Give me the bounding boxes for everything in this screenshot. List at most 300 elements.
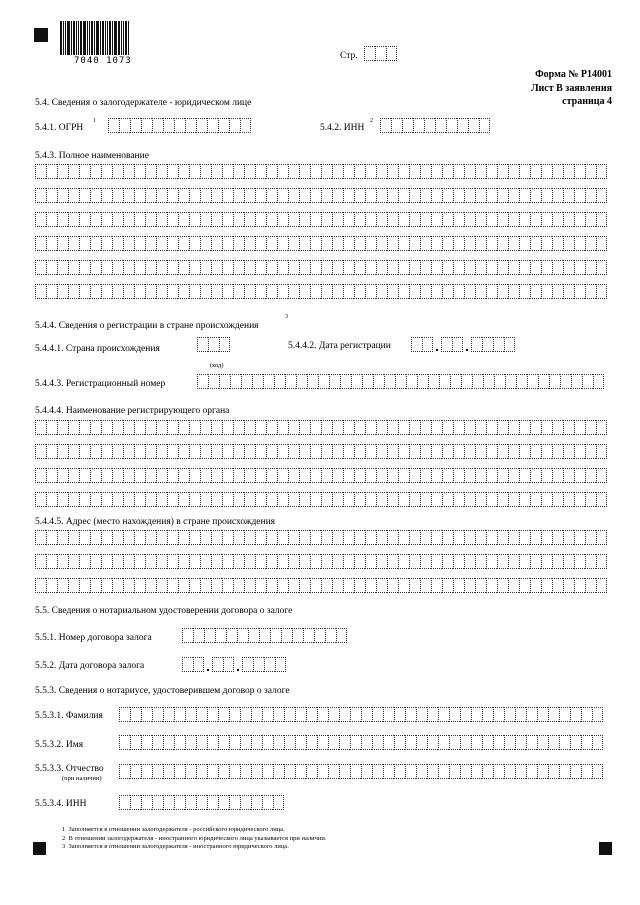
char-box[interactable] [376, 444, 387, 459]
char-box[interactable] [464, 530, 475, 545]
char-box[interactable] [57, 554, 68, 569]
char-box[interactable] [79, 188, 90, 203]
char-box[interactable] [244, 578, 255, 593]
char-box[interactable] [101, 236, 112, 251]
char-box[interactable] [79, 236, 90, 251]
char-box[interactable] [446, 118, 457, 133]
char-box[interactable] [596, 236, 607, 251]
char-box[interactable] [134, 236, 145, 251]
char-box[interactable] [376, 530, 387, 545]
char-box[interactable] [266, 530, 277, 545]
char-box[interactable] [90, 212, 101, 227]
char-box[interactable] [563, 468, 574, 483]
char-box[interactable] [68, 188, 79, 203]
char-box[interactable] [134, 578, 145, 593]
char-box[interactable] [90, 492, 101, 507]
char-box[interactable] [417, 374, 428, 389]
char-box[interactable] [90, 578, 101, 593]
char-box[interactable] [493, 337, 504, 352]
char-box[interactable] [178, 554, 189, 569]
char-box[interactable] [482, 735, 493, 750]
char-box[interactable] [90, 554, 101, 569]
char-box[interactable] [218, 795, 229, 810]
char-box[interactable] [354, 468, 365, 483]
char-box[interactable] [508, 236, 519, 251]
char-box[interactable] [515, 707, 526, 722]
char-box[interactable] [530, 530, 541, 545]
char-box[interactable] [549, 374, 560, 389]
char-box[interactable] [90, 468, 101, 483]
char-box[interactable] [244, 164, 255, 179]
char-box[interactable] [101, 284, 112, 299]
char-box[interactable] [189, 188, 200, 203]
char-box[interactable] [420, 212, 431, 227]
char-box[interactable] [185, 707, 196, 722]
char-box[interactable] [420, 554, 431, 569]
char-box[interactable] [541, 284, 552, 299]
char-box[interactable] [431, 420, 442, 435]
char-box[interactable] [563, 260, 574, 275]
char-box[interactable] [563, 420, 574, 435]
char-box[interactable] [321, 530, 332, 545]
char-box[interactable] [277, 284, 288, 299]
char-box[interactable] [263, 374, 274, 389]
char-box[interactable] [420, 188, 431, 203]
char-box[interactable] [310, 578, 321, 593]
char-box[interactable] [295, 735, 306, 750]
char-box[interactable] [156, 578, 167, 593]
char-box[interactable] [375, 46, 386, 61]
char-box[interactable] [46, 444, 57, 459]
char-box[interactable] [193, 628, 204, 643]
char-box[interactable] [310, 260, 321, 275]
char-box[interactable] [212, 657, 223, 672]
char-box[interactable] [255, 260, 266, 275]
char-box[interactable] [130, 795, 141, 810]
char-box[interactable] [288, 578, 299, 593]
char-box[interactable] [486, 578, 497, 593]
char-box[interactable] [178, 260, 189, 275]
char-box[interactable] [295, 764, 306, 779]
registration-authority-row-3[interactable] [35, 468, 607, 483]
char-box[interactable] [46, 578, 57, 593]
char-box[interactable] [453, 236, 464, 251]
char-box[interactable] [79, 578, 90, 593]
char-box[interactable] [35, 578, 46, 593]
char-box[interactable] [398, 444, 409, 459]
char-box[interactable] [222, 212, 233, 227]
char-box[interactable] [112, 236, 123, 251]
char-box[interactable] [134, 444, 145, 459]
char-box[interactable] [592, 735, 603, 750]
char-box[interactable] [255, 554, 266, 569]
char-box[interactable] [497, 492, 508, 507]
char-box[interactable] [123, 492, 134, 507]
char-box[interactable] [299, 578, 310, 593]
char-box[interactable] [167, 212, 178, 227]
char-box[interactable] [486, 468, 497, 483]
char-box[interactable] [242, 657, 253, 672]
char-box[interactable] [321, 468, 332, 483]
char-box[interactable] [123, 530, 134, 545]
char-box[interactable] [273, 735, 284, 750]
char-box[interactable] [112, 444, 123, 459]
char-box[interactable] [530, 420, 541, 435]
char-box[interactable] [548, 735, 559, 750]
char-box[interactable] [240, 795, 251, 810]
char-box[interactable] [508, 578, 519, 593]
char-box[interactable] [200, 468, 211, 483]
char-box[interactable] [493, 764, 504, 779]
char-box[interactable] [384, 374, 395, 389]
char-box[interactable] [264, 657, 275, 672]
char-box[interactable] [574, 284, 585, 299]
char-box[interactable] [145, 164, 156, 179]
char-box[interactable] [255, 284, 266, 299]
char-box[interactable] [453, 468, 464, 483]
char-box[interactable] [519, 578, 530, 593]
char-box[interactable] [57, 284, 68, 299]
char-box[interactable] [406, 374, 417, 389]
char-box[interactable] [351, 374, 362, 389]
char-box[interactable] [68, 530, 79, 545]
char-box[interactable] [46, 492, 57, 507]
char-box[interactable] [354, 188, 365, 203]
char-box[interactable] [296, 374, 307, 389]
char-box[interactable] [141, 795, 152, 810]
char-box[interactable] [376, 420, 387, 435]
char-box[interactable] [130, 735, 141, 750]
char-box[interactable] [442, 260, 453, 275]
char-box[interactable] [152, 795, 163, 810]
char-box[interactable] [530, 554, 541, 569]
char-box[interactable] [471, 735, 482, 750]
char-box[interactable] [332, 444, 343, 459]
char-box[interactable] [541, 188, 552, 203]
char-box[interactable] [288, 530, 299, 545]
char-box[interactable] [596, 492, 607, 507]
char-box[interactable] [156, 212, 167, 227]
char-box[interactable] [592, 764, 603, 779]
char-box[interactable] [497, 530, 508, 545]
char-box[interactable] [530, 578, 541, 593]
char-box[interactable] [218, 707, 229, 722]
char-box[interactable] [141, 764, 152, 779]
char-box[interactable] [552, 530, 563, 545]
char-box[interactable] [420, 164, 431, 179]
char-box[interactable] [101, 260, 112, 275]
char-box[interactable] [596, 420, 607, 435]
char-box[interactable] [35, 468, 46, 483]
char-box[interactable] [156, 444, 167, 459]
char-box[interactable] [229, 118, 240, 133]
char-box[interactable] [244, 420, 255, 435]
char-box[interactable] [259, 628, 270, 643]
char-box[interactable] [207, 795, 218, 810]
char-box[interactable] [350, 735, 361, 750]
char-box[interactable] [332, 212, 343, 227]
char-box[interactable] [317, 707, 328, 722]
char-box[interactable] [178, 212, 189, 227]
char-box[interactable] [427, 707, 438, 722]
char-box[interactable] [482, 337, 493, 352]
char-box[interactable] [218, 735, 229, 750]
char-box[interactable] [519, 212, 530, 227]
char-box[interactable] [438, 764, 449, 779]
char-box[interactable] [200, 236, 211, 251]
char-box[interactable] [266, 420, 277, 435]
char-box[interactable] [141, 707, 152, 722]
char-box[interactable] [79, 212, 90, 227]
char-box[interactable] [442, 492, 453, 507]
char-box[interactable] [508, 212, 519, 227]
char-box[interactable] [343, 164, 354, 179]
char-box[interactable] [571, 374, 582, 389]
char-box[interactable] [222, 530, 233, 545]
char-box[interactable] [244, 468, 255, 483]
char-box[interactable] [332, 530, 343, 545]
char-box[interactable] [409, 236, 420, 251]
char-box[interactable] [365, 260, 376, 275]
full-name-row-4[interactable] [35, 236, 607, 251]
char-box[interactable] [189, 236, 200, 251]
char-box[interactable] [240, 707, 251, 722]
char-box[interactable] [35, 260, 46, 275]
char-box[interactable] [288, 236, 299, 251]
date-part[interactable] [411, 337, 433, 352]
char-box[interactable] [563, 492, 574, 507]
char-box[interactable] [266, 444, 277, 459]
char-box[interactable] [284, 735, 295, 750]
char-box[interactable] [178, 236, 189, 251]
char-box[interactable] [211, 530, 222, 545]
char-box[interactable] [508, 530, 519, 545]
char-box[interactable] [178, 284, 189, 299]
char-box[interactable] [35, 492, 46, 507]
char-box[interactable] [596, 530, 607, 545]
char-box[interactable] [285, 374, 296, 389]
char-box[interactable] [398, 578, 409, 593]
char-box[interactable] [229, 707, 240, 722]
char-box[interactable] [167, 164, 178, 179]
char-box[interactable] [145, 492, 156, 507]
char-box[interactable] [262, 795, 273, 810]
char-box[interactable] [585, 444, 596, 459]
char-box[interactable] [508, 420, 519, 435]
char-box[interactable] [233, 236, 244, 251]
char-box[interactable] [200, 530, 211, 545]
char-box[interactable] [240, 764, 251, 779]
char-box[interactable] [204, 628, 215, 643]
char-box[interactable] [68, 236, 79, 251]
char-box[interactable] [563, 188, 574, 203]
char-box[interactable] [361, 735, 372, 750]
char-box[interactable] [409, 188, 420, 203]
char-box[interactable] [321, 284, 332, 299]
char-box[interactable] [464, 420, 475, 435]
char-box[interactable] [365, 468, 376, 483]
char-box[interactable] [123, 578, 134, 593]
char-box[interactable] [582, 374, 593, 389]
char-box[interactable] [332, 164, 343, 179]
char-box[interactable] [460, 764, 471, 779]
registration-number-field[interactable] [197, 374, 604, 389]
char-box[interactable] [156, 188, 167, 203]
char-box[interactable] [163, 735, 174, 750]
char-box[interactable] [167, 420, 178, 435]
char-box[interactable] [431, 260, 442, 275]
char-box[interactable] [464, 578, 475, 593]
char-box[interactable] [508, 284, 519, 299]
char-box[interactable] [178, 164, 189, 179]
char-box[interactable] [365, 554, 376, 569]
char-box[interactable] [442, 530, 453, 545]
char-box[interactable] [167, 284, 178, 299]
char-box[interactable] [497, 578, 508, 593]
char-box[interactable] [307, 374, 318, 389]
date-part[interactable] [441, 337, 463, 352]
char-box[interactable] [464, 554, 475, 569]
char-box[interactable] [541, 492, 552, 507]
char-box[interactable] [486, 444, 497, 459]
char-box[interactable] [420, 236, 431, 251]
char-box[interactable] [57, 212, 68, 227]
char-box[interactable] [145, 530, 156, 545]
char-box[interactable] [68, 284, 79, 299]
char-box[interactable] [152, 707, 163, 722]
char-box[interactable] [233, 468, 244, 483]
char-box[interactable] [211, 578, 222, 593]
char-box[interactable] [218, 764, 229, 779]
char-box[interactable] [90, 188, 101, 203]
char-box[interactable] [123, 554, 134, 569]
char-box[interactable] [519, 530, 530, 545]
char-box[interactable] [332, 468, 343, 483]
char-box[interactable] [552, 492, 563, 507]
char-box[interactable] [332, 260, 343, 275]
char-box[interactable] [328, 707, 339, 722]
char-box[interactable] [303, 628, 314, 643]
char-box[interactable] [241, 374, 252, 389]
char-box[interactable] [387, 468, 398, 483]
full-name-row-5[interactable] [35, 260, 607, 275]
char-box[interactable] [452, 337, 463, 352]
char-box[interactable] [266, 164, 277, 179]
char-box[interactable] [101, 578, 112, 593]
char-box[interactable] [79, 554, 90, 569]
char-box[interactable] [152, 735, 163, 750]
full-name-row-1[interactable] [35, 164, 607, 179]
char-box[interactable] [310, 468, 321, 483]
char-box[interactable] [563, 212, 574, 227]
char-box[interactable] [497, 444, 508, 459]
char-box[interactable] [387, 492, 398, 507]
char-box[interactable] [310, 420, 321, 435]
char-box[interactable] [431, 578, 442, 593]
char-box[interactable] [222, 554, 233, 569]
char-box[interactable] [376, 554, 387, 569]
char-box[interactable] [442, 284, 453, 299]
char-box[interactable] [253, 657, 264, 672]
char-box[interactable] [306, 735, 317, 750]
char-box[interactable] [494, 374, 505, 389]
char-box[interactable] [222, 444, 233, 459]
char-box[interactable] [519, 420, 530, 435]
char-box[interactable] [483, 374, 494, 389]
char-box[interactable] [420, 444, 431, 459]
char-box[interactable] [574, 236, 585, 251]
char-box[interactable] [424, 118, 435, 133]
char-box[interactable] [299, 420, 310, 435]
char-box[interactable] [420, 530, 431, 545]
char-box[interactable] [46, 468, 57, 483]
char-box[interactable] [145, 468, 156, 483]
char-box[interactable] [219, 337, 230, 352]
char-box[interactable] [321, 188, 332, 203]
char-box[interactable] [288, 164, 299, 179]
char-box[interactable] [167, 554, 178, 569]
char-box[interactable] [394, 764, 405, 779]
char-box[interactable] [46, 236, 57, 251]
char-box[interactable] [189, 164, 200, 179]
char-box[interactable] [464, 444, 475, 459]
char-box[interactable] [362, 374, 373, 389]
char-box[interactable] [123, 444, 134, 459]
char-box[interactable] [288, 188, 299, 203]
char-box[interactable] [398, 212, 409, 227]
char-box[interactable] [284, 764, 295, 779]
char-box[interactable] [119, 118, 130, 133]
char-box[interactable] [299, 530, 310, 545]
char-box[interactable] [211, 468, 222, 483]
char-box[interactable] [376, 468, 387, 483]
char-box[interactable] [563, 164, 574, 179]
char-box[interactable] [178, 578, 189, 593]
char-box[interactable] [134, 530, 145, 545]
char-box[interactable] [277, 420, 288, 435]
char-box[interactable] [310, 164, 321, 179]
char-box[interactable] [596, 444, 607, 459]
char-box[interactable] [277, 212, 288, 227]
char-box[interactable] [343, 530, 354, 545]
char-box[interactable] [174, 795, 185, 810]
char-box[interactable] [321, 492, 332, 507]
char-box[interactable] [112, 164, 123, 179]
char-box[interactable] [596, 554, 607, 569]
char-box[interactable] [299, 444, 310, 459]
char-box[interactable] [596, 260, 607, 275]
char-box[interactable] [233, 420, 244, 435]
char-box[interactable] [552, 188, 563, 203]
char-box[interactable] [46, 212, 57, 227]
char-box[interactable] [442, 212, 453, 227]
char-box[interactable] [464, 212, 475, 227]
char-box[interactable] [497, 164, 508, 179]
char-box[interactable] [354, 212, 365, 227]
full-name-row-6[interactable] [35, 284, 607, 299]
char-box[interactable] [123, 284, 134, 299]
char-box[interactable] [145, 420, 156, 435]
char-box[interactable] [402, 118, 413, 133]
char-box[interactable] [585, 212, 596, 227]
char-box[interactable] [449, 764, 460, 779]
char-box[interactable] [108, 118, 119, 133]
char-box[interactable] [134, 554, 145, 569]
char-box[interactable] [46, 554, 57, 569]
char-box[interactable] [365, 530, 376, 545]
char-box[interactable] [420, 260, 431, 275]
char-box[interactable] [541, 164, 552, 179]
